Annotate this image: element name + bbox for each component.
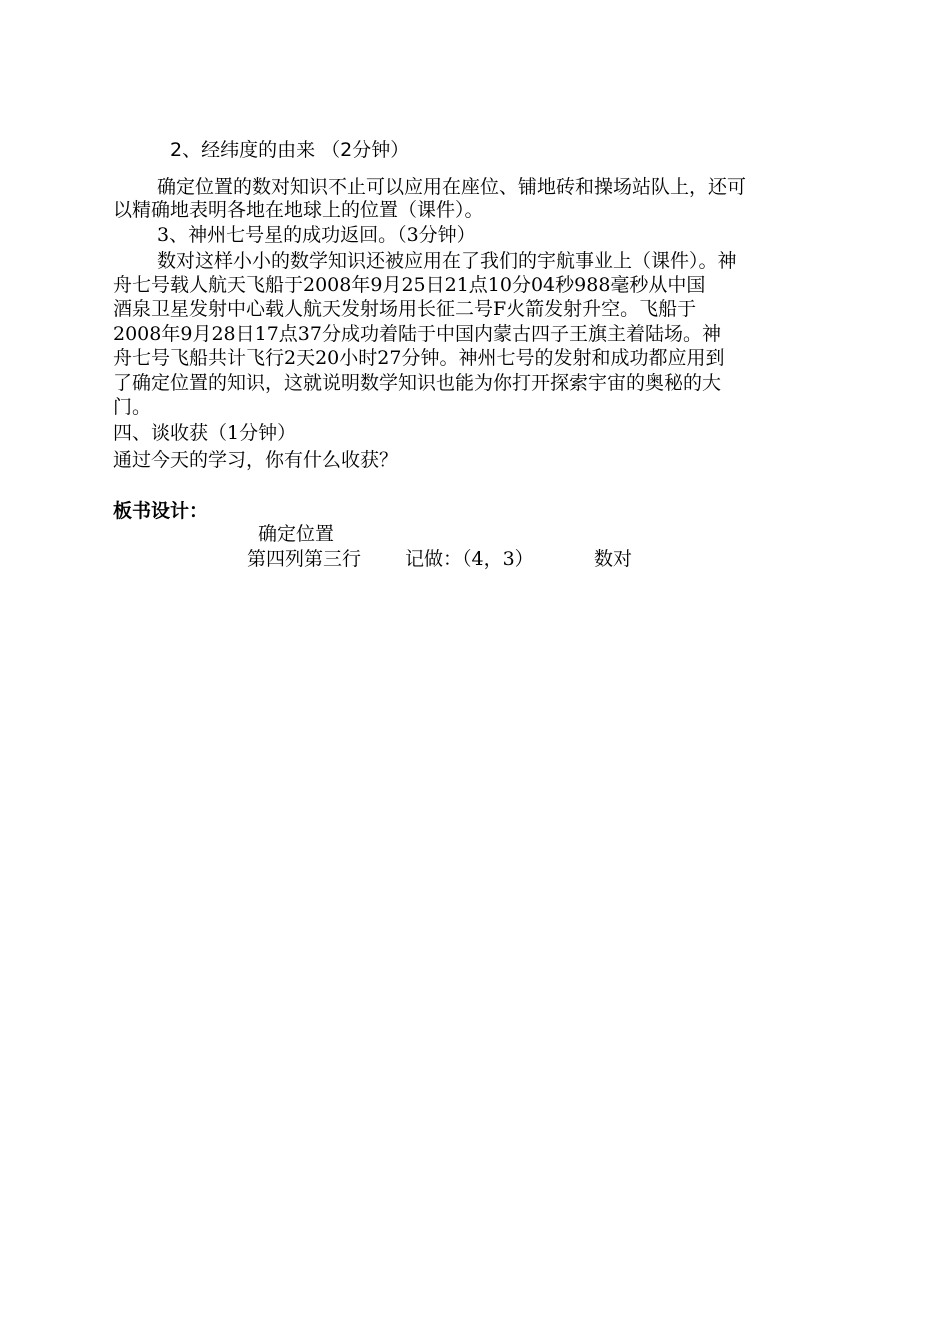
section-3-line-1: 数对这样小小的数学知识还被应用在了我们的宇航事业上（课件）。神 (157, 250, 737, 272)
section-2-heading: 2、经纬度的由来 （2分钟） (170, 139, 410, 161)
section-3-line-4: 2008年9月28日17点37分成功着陆于中国内蒙古四子王旗主着陆场。神 (113, 323, 721, 345)
section-4-question: 通过今天的学习，你有什么收获？ (113, 449, 399, 471)
board-title: 确定位置 (258, 523, 335, 545)
section-4-heading: 四、谈收获（1分钟） (113, 422, 297, 444)
board-design-heading: 板书设计： (113, 500, 209, 522)
board-row-notation: 记做：（4，3） (405, 548, 534, 570)
board-row-term: 数对 (594, 548, 633, 570)
section-3-line-6: 了确定位置的知识，这就说明数学知识也能为你打开探索宇宙的奥秘的大 (113, 372, 722, 394)
section-3-line-3: 酒泉卫星发射中心载人航天发射场用长征二号F火箭发射升空。飞船于 (113, 298, 697, 320)
section-3-heading: 3、神州七号星的成功返回。（3分钟） (157, 224, 476, 246)
section-3-line-5: 舟七号飞船共计飞行2天20小时27分钟。神州七号的发射和成功都应用到 (113, 347, 725, 369)
section-2-para-line-2: 以精确地表明各地在地球上的位置（课件）。 (113, 199, 484, 221)
board-row-position: 第四列第三行 (247, 548, 362, 570)
section-3-line-7: 门。 (113, 396, 152, 418)
section-3-line-2: 舟七号载人航天飞船于2008年9月25日21点10分04秒988毫秒从中国 (113, 274, 706, 296)
section-2-para-line-1: 确定位置的数对知识不止可以应用在座位、铺地砖和操场站队上，还可 (157, 176, 747, 198)
